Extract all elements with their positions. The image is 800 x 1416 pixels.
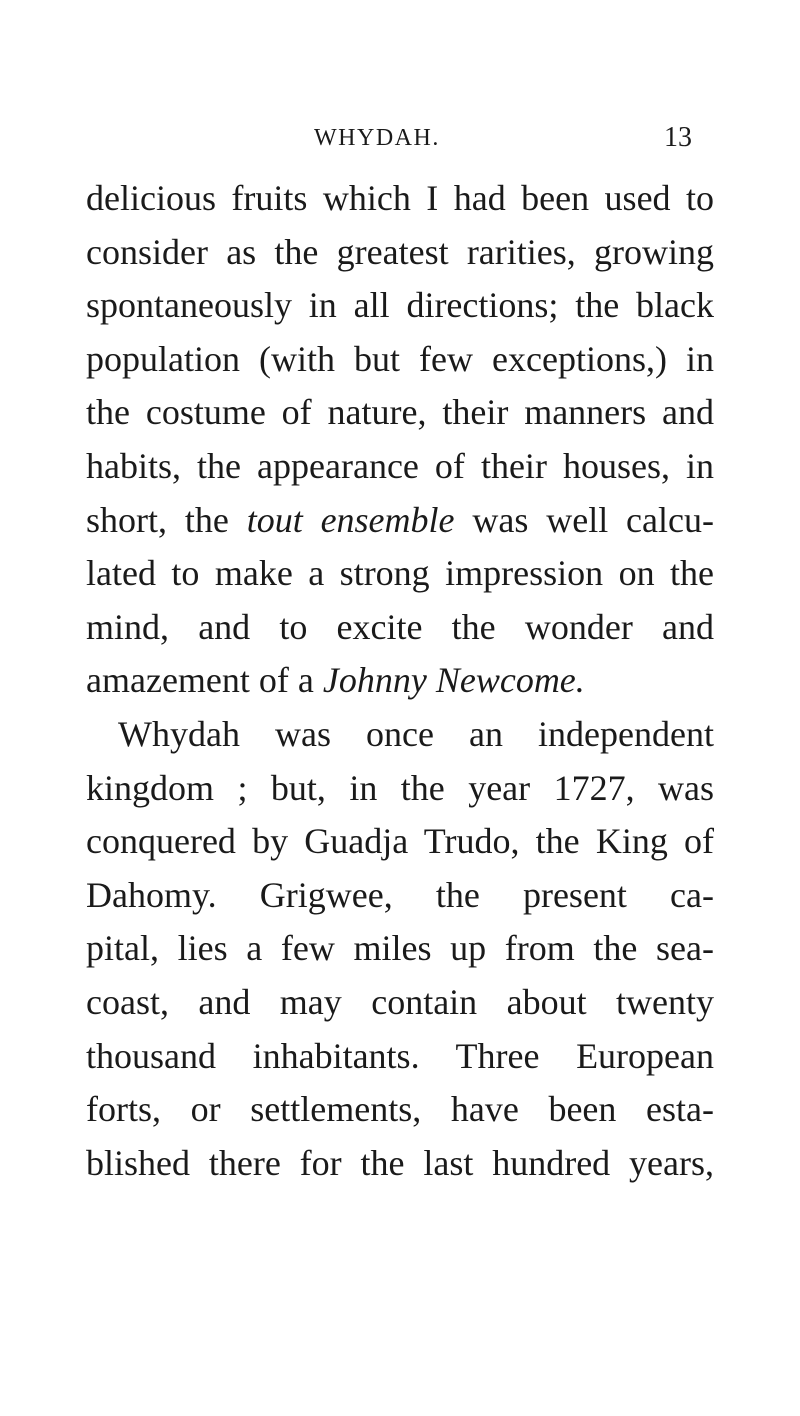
text-line	[86, 654, 714, 708]
text-line: consider as the greatest rarities, growing	[86, 231, 714, 272]
text-line: blished there for the last hundred years,	[86, 1142, 714, 1183]
text-line: lated to make a strong impression on the	[86, 553, 714, 594]
running-head	[0, 118, 800, 158]
text-line: population (with but few exceptions,) in	[86, 338, 714, 379]
text-segment: was well calcu-	[454, 499, 714, 540]
italic-phrase: tout ensemble	[246, 499, 455, 540]
text-line: the costume of nature, their manners and	[86, 392, 714, 433]
running-head-title: WHYDAH.	[314, 125, 440, 151]
body-text	[86, 172, 714, 1190]
text-line: forts, or settlements, have been esta-	[86, 1089, 714, 1130]
text-line: delicious fruits which I had been used to	[86, 178, 714, 218]
text-segment: amazement of a	[86, 660, 323, 701]
text-line: kingdom ; but, in the year 1727, was	[86, 767, 714, 808]
text-line: habits, the appearance of their houses, in	[86, 445, 714, 486]
text-line	[86, 494, 714, 548]
text-line: conquered by Guadja Trudo, the King of	[86, 821, 714, 862]
text-line: mind, and to excite the wonder and	[86, 606, 714, 647]
text-line: thousand inhabitants. Three European	[86, 1035, 714, 1076]
text-line: coast, and may contain about twenty	[86, 981, 714, 1022]
text-line: Dahomy. Grigwee, the present ca-	[86, 874, 714, 915]
text-line: spontaneously in all directions; the black	[86, 285, 714, 326]
text-segment: short, the	[86, 499, 247, 540]
paragraph-first-line: Whydah was once an independent	[118, 713, 714, 754]
italic-phrase: Johnny Newcome.	[322, 660, 585, 701]
text-line: pital, lies a few miles up from the sea-	[86, 928, 714, 969]
page-number: 13	[664, 122, 692, 153]
